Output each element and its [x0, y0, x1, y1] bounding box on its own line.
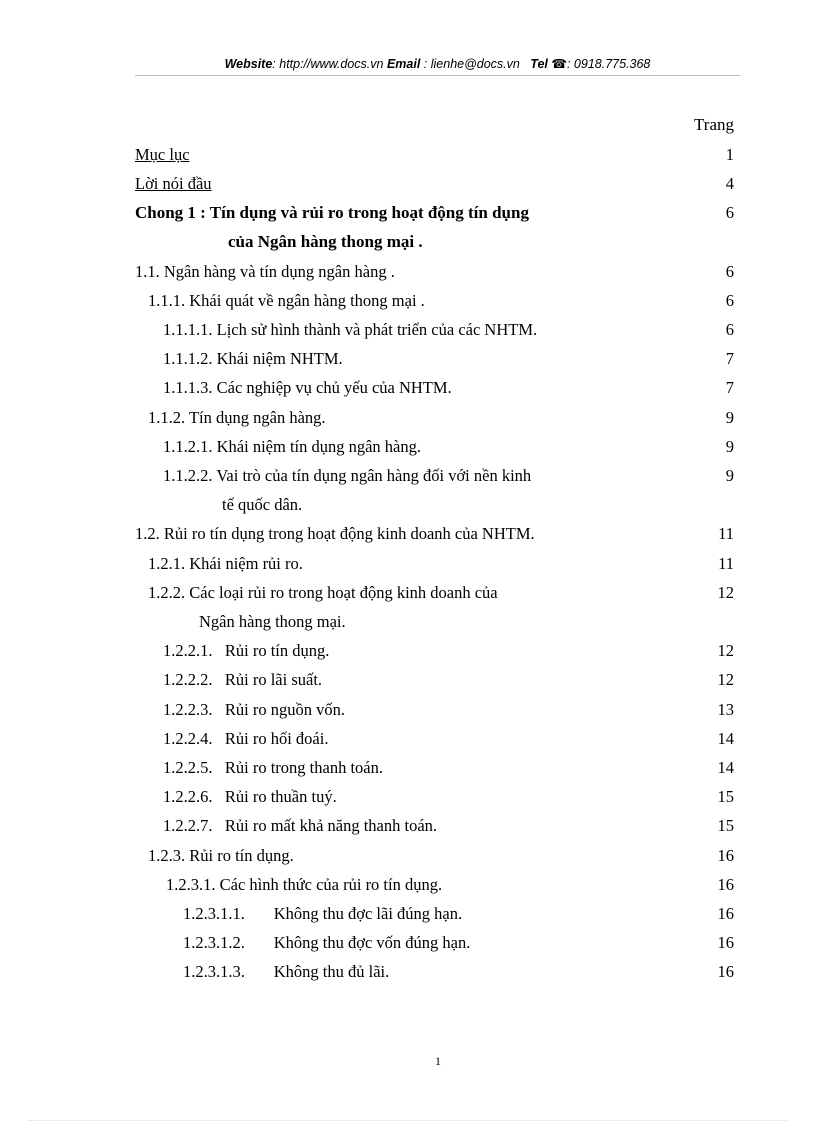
- toc-row[interactable]: [0, 729, 816, 753]
- toc-entry-page: 9: [725, 408, 734, 427]
- email-value[interactable]: : lienhe@docs.vn: [420, 57, 520, 71]
- toc-row[interactable]: [0, 291, 816, 315]
- toc-row[interactable]: [0, 145, 816, 169]
- page-header: [135, 56, 740, 76]
- toc-row[interactable]: [0, 408, 816, 432]
- toc-entry-page: 16: [717, 962, 734, 981]
- toc-entry-page: 14: [717, 758, 734, 777]
- toc-row[interactable]: [0, 524, 816, 548]
- toc-entry-text[interactable]: 1.2.1. Khái niệm rủi ro.: [148, 554, 303, 573]
- toc-entry-text[interactable]: Ngân hàng thong mại.: [199, 612, 346, 631]
- toc-entry-text[interactable]: 1.2.3.1. Các hình thức của rủi ro tín dụng.: [166, 875, 443, 894]
- website-label: Website: [224, 57, 273, 71]
- tel-value: : 0918.775.368: [566, 57, 651, 71]
- toc-row[interactable]: [0, 758, 816, 782]
- toc-row[interactable]: [0, 437, 816, 461]
- toc-row[interactable]: [0, 378, 816, 402]
- toc-row[interactable]: [0, 670, 816, 694]
- toc-row[interactable]: [0, 466, 816, 490]
- page-number: 1: [435, 1054, 441, 1068]
- toc-entry-text[interactable]: Lời nói đầu: [135, 174, 212, 193]
- toc-entry-text[interactable]: 1.2.2.3. Rủi ro nguồn vốn.: [163, 700, 345, 719]
- email-label: Email: [386, 57, 421, 71]
- toc-entry-page: 14: [717, 729, 734, 748]
- toc-entry-page: 16: [717, 933, 734, 952]
- toc-entry-page: 9: [725, 466, 734, 485]
- header-divider: [135, 75, 740, 76]
- toc-row[interactable]: [0, 349, 816, 373]
- toc-entry-page: 6: [725, 291, 734, 310]
- toc-row[interactable]: [0, 933, 816, 957]
- toc-entry-text[interactable]: 1.2.3. Rủi ro tín dụng.: [148, 846, 294, 865]
- toc-entry-page: 11: [718, 554, 734, 573]
- toc-entry-text[interactable]: của Ngân hàng thong mại .: [228, 232, 423, 251]
- toc-entry-text[interactable]: 1.2.2.6. Rủi ro thuần tuý.: [163, 787, 337, 806]
- toc-entry-text[interactable]: 1.1.1.1. Lịch sử hình thành và phát triển của các NHTM.: [163, 320, 538, 339]
- toc-entry-text[interactable]: 1.1.2. Tín dụng ngân hàng.: [148, 408, 326, 427]
- toc-entry-page: 16: [717, 904, 734, 923]
- toc-entry-page: 16: [717, 875, 734, 894]
- toc-entry-page: 12: [717, 670, 734, 689]
- toc-entry-text[interactable]: 1.1. Ngân hàng và tín dụng ngân hàng .: [135, 262, 395, 281]
- toc-row[interactable]: [0, 846, 816, 870]
- toc-entry-text[interactable]: Mục lục: [135, 145, 190, 164]
- toc-entry-text[interactable]: 1.1.1.2. Khái niệm NHTM.: [163, 349, 343, 368]
- toc-entry-page: 9: [725, 437, 734, 456]
- toc-entry-text[interactable]: 1.1.2.2. Vai trò của tín dụng ngân hàng đối với nền kinh: [163, 466, 532, 485]
- toc-entry-text[interactable]: tế quốc dân.: [222, 495, 303, 514]
- toc-entry-text[interactable]: 1.2.2.2. Rủi ro lãi suất.: [163, 670, 323, 689]
- toc-entry-page: 16: [717, 846, 734, 865]
- toc-entry-page: 12: [717, 641, 734, 660]
- toc-entry-page: 12: [717, 583, 734, 602]
- toc-entry-page: 7: [725, 349, 734, 368]
- tel-label: Tel: [530, 57, 548, 71]
- toc-entry-page: 6: [725, 320, 734, 339]
- toc-row[interactable]: [0, 816, 816, 840]
- page-column-heading: Trang: [694, 115, 734, 134]
- toc-entry-text[interactable]: 1.2.2.1. Rủi ro tín dụng.: [163, 641, 330, 660]
- toc-row[interactable]: [0, 262, 816, 286]
- toc-entry-page: 11: [718, 524, 734, 543]
- website-value[interactable]: : http://www.docs.vn: [272, 57, 384, 71]
- toc-entry-text[interactable]: 1.2.3.1.3. Không thu đủ lãi.: [183, 962, 390, 981]
- toc-entry-page: 15: [717, 816, 734, 835]
- toc-row[interactable]: [0, 495, 816, 519]
- toc-entry-page: 7: [725, 378, 734, 397]
- toc-row[interactable]: [0, 787, 816, 811]
- toc-row[interactable]: [0, 583, 816, 607]
- toc-entry-page: 6: [725, 262, 734, 281]
- phone-icon: ☎: [551, 57, 567, 71]
- toc-entry-text[interactable]: 1.2.2. Các loại rủi ro trong hoạt động kinh doanh của: [148, 583, 498, 602]
- toc-entry-page: 6: [725, 203, 734, 222]
- toc-entry-text[interactable]: Chong 1 : Tín dụng và rủi ro trong hoạt động tín dụng: [135, 203, 529, 222]
- toc-row[interactable]: [0, 320, 816, 344]
- toc-entry-text[interactable]: 1.2.2.7. Rủi ro mất khả năng thanh toán.: [163, 816, 438, 835]
- toc-entry-text[interactable]: 1.1.1.3. Các nghiệp vụ chủ yếu của NHTM.: [163, 378, 452, 397]
- toc-row[interactable]: [0, 232, 816, 256]
- toc-entry-page: 4: [725, 174, 734, 193]
- toc-row[interactable]: [0, 203, 816, 227]
- toc-entry-text[interactable]: 1.2.2.5. Rủi ro trong thanh toán.: [163, 758, 383, 777]
- toc-row[interactable]: [0, 962, 816, 986]
- toc-entry-text[interactable]: 1.2. Rủi ro tín dụng trong hoạt động kinh doanh của NHTM.: [135, 524, 535, 543]
- toc-row[interactable]: [0, 641, 816, 665]
- toc-entry-page: 1: [725, 145, 734, 164]
- toc-entry-text[interactable]: 1.2.2.4. Rủi ro hối đoái.: [163, 729, 329, 748]
- toc-row[interactable]: [0, 904, 816, 928]
- toc-entry-text[interactable]: 1.1.2.1. Khái niệm tín dụng ngân hàng.: [163, 437, 422, 456]
- page-bottom-border: [28, 1120, 788, 1121]
- toc-row[interactable]: [0, 875, 816, 899]
- toc-entry-page: 13: [717, 700, 734, 719]
- toc-entry-text[interactable]: 1.1.1. Khái quát về ngân hàng thong mại .: [148, 291, 425, 310]
- toc-row[interactable]: [0, 612, 816, 636]
- toc-row[interactable]: [0, 174, 816, 198]
- toc-entry-text[interactable]: 1.2.3.1.2. Không thu đợc vốn đúng hạn.: [183, 933, 471, 952]
- toc-entry-text[interactable]: 1.2.3.1.1. Không thu đợc lãi đúng hạn.: [183, 904, 463, 923]
- toc-row[interactable]: [0, 700, 816, 724]
- toc-entry-page: 15: [717, 787, 734, 806]
- toc-row[interactable]: [0, 554, 816, 578]
